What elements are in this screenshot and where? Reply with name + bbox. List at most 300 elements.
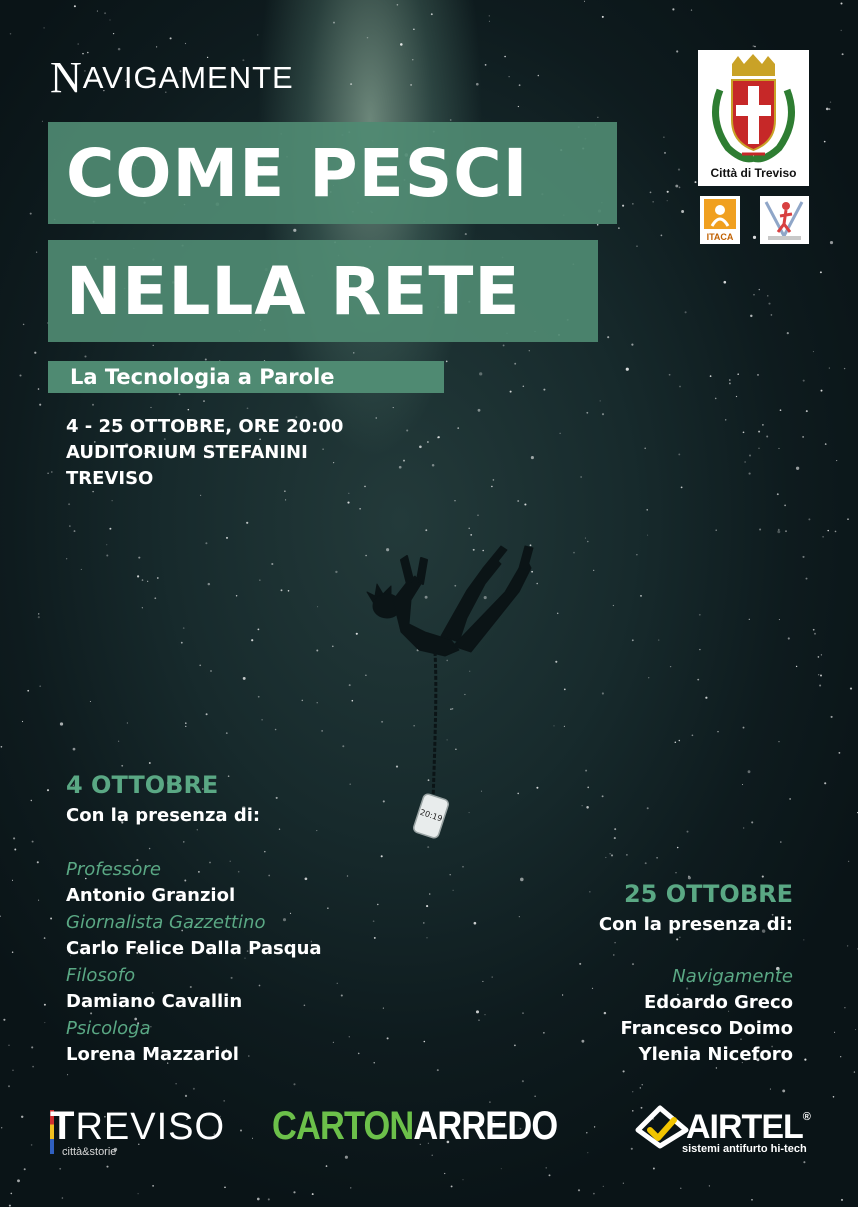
star bbox=[259, 580, 260, 581]
star bbox=[374, 1062, 375, 1063]
navigamente-logo bbox=[50, 52, 294, 103]
airtel-registered-mark: ® bbox=[802, 1111, 810, 1123]
star bbox=[425, 529, 427, 531]
star bbox=[679, 187, 681, 189]
star bbox=[788, 637, 790, 639]
day2-date: 25 OTTOBRE bbox=[623, 880, 793, 908]
star bbox=[10, 33, 12, 35]
star bbox=[121, 765, 123, 767]
star bbox=[345, 1156, 348, 1159]
star bbox=[332, 645, 334, 647]
star bbox=[353, 352, 354, 353]
event-city: TREVISO bbox=[66, 468, 154, 489]
star bbox=[840, 2, 842, 4]
star bbox=[758, 431, 760, 433]
star bbox=[681, 210, 684, 213]
star bbox=[257, 1198, 260, 1201]
star bbox=[822, 536, 824, 538]
crest-caption: Città di Treviso bbox=[710, 166, 797, 180]
star bbox=[780, 409, 782, 411]
star bbox=[593, 1193, 595, 1195]
star bbox=[90, 1012, 92, 1014]
star bbox=[710, 375, 712, 377]
star bbox=[841, 1199, 843, 1201]
star bbox=[753, 294, 755, 296]
star bbox=[31, 1144, 33, 1146]
star bbox=[350, 83, 352, 85]
star bbox=[831, 716, 833, 718]
star bbox=[509, 76, 510, 77]
star bbox=[757, 374, 759, 376]
star bbox=[209, 862, 211, 864]
star bbox=[855, 1029, 856, 1030]
star bbox=[347, 502, 349, 504]
star bbox=[12, 952, 13, 953]
star bbox=[675, 872, 676, 873]
star bbox=[680, 1188, 681, 1189]
star bbox=[252, 1138, 253, 1139]
star bbox=[68, 503, 70, 505]
star bbox=[804, 1059, 806, 1061]
star bbox=[543, 389, 545, 391]
star bbox=[835, 531, 837, 533]
star bbox=[393, 407, 394, 408]
star bbox=[275, 729, 277, 731]
star bbox=[830, 241, 833, 244]
star bbox=[644, 448, 646, 450]
star bbox=[560, 433, 561, 434]
day1-name-4: Lorena Mazzariol bbox=[66, 1044, 239, 1065]
star bbox=[38, 388, 40, 390]
star bbox=[715, 529, 716, 530]
star bbox=[724, 281, 727, 284]
star bbox=[686, 987, 688, 989]
star bbox=[820, 675, 822, 677]
star bbox=[293, 229, 296, 232]
star bbox=[510, 391, 512, 393]
star bbox=[17, 1179, 20, 1182]
star bbox=[586, 806, 589, 809]
star bbox=[258, 696, 260, 698]
star bbox=[670, 666, 671, 667]
star bbox=[600, 400, 601, 401]
star bbox=[743, 431, 745, 433]
star bbox=[640, 595, 642, 597]
star bbox=[321, 730, 323, 732]
star bbox=[304, 1005, 306, 1007]
star bbox=[44, 937, 46, 939]
star bbox=[557, 613, 558, 614]
progetto-giovani-icon bbox=[760, 196, 809, 244]
star bbox=[842, 53, 844, 55]
star bbox=[188, 409, 190, 411]
star bbox=[39, 404, 41, 406]
star bbox=[841, 30, 842, 31]
star bbox=[517, 500, 519, 502]
star bbox=[826, 108, 829, 111]
cartonarredo-logo bbox=[272, 1104, 557, 1149]
star bbox=[820, 271, 822, 273]
star bbox=[705, 697, 707, 699]
star bbox=[153, 345, 154, 346]
star bbox=[138, 557, 140, 559]
star bbox=[21, 1116, 23, 1118]
star bbox=[90, 701, 91, 702]
star bbox=[695, 181, 697, 183]
star bbox=[423, 1041, 425, 1043]
star bbox=[729, 382, 731, 384]
star bbox=[150, 407, 151, 408]
star bbox=[818, 656, 820, 658]
star bbox=[333, 22, 335, 24]
star bbox=[584, 1, 585, 2]
star bbox=[279, 828, 280, 829]
falling-figure-illustration bbox=[355, 540, 545, 850]
star bbox=[586, 412, 588, 414]
star bbox=[112, 500, 113, 501]
star bbox=[602, 413, 604, 415]
star bbox=[444, 1173, 445, 1174]
star bbox=[758, 448, 759, 449]
star bbox=[729, 379, 731, 381]
star bbox=[288, 590, 290, 592]
star bbox=[813, 629, 815, 631]
star bbox=[367, 37, 368, 38]
star bbox=[193, 1088, 195, 1090]
star bbox=[632, 1091, 633, 1092]
star bbox=[623, 1183, 624, 1184]
star bbox=[549, 1174, 551, 1176]
star bbox=[251, 639, 253, 641]
star bbox=[716, 1067, 717, 1068]
star bbox=[271, 563, 273, 565]
treviso-text: REVISO bbox=[75, 1106, 226, 1148]
star bbox=[337, 983, 338, 984]
star bbox=[663, 136, 664, 137]
star bbox=[413, 28, 415, 30]
star bbox=[748, 770, 751, 773]
star bbox=[104, 12, 106, 14]
star bbox=[587, 787, 589, 789]
star bbox=[691, 9, 692, 10]
star bbox=[779, 619, 780, 620]
logo-initial: N bbox=[50, 53, 83, 102]
star bbox=[751, 821, 753, 823]
star bbox=[778, 448, 779, 449]
star bbox=[587, 541, 589, 543]
star bbox=[667, 200, 668, 201]
star bbox=[482, 981, 483, 982]
star bbox=[185, 722, 187, 724]
star bbox=[183, 841, 184, 842]
star bbox=[36, 252, 37, 253]
star bbox=[489, 21, 490, 22]
star bbox=[38, 613, 39, 614]
star bbox=[205, 542, 207, 544]
star bbox=[650, 192, 652, 194]
star bbox=[106, 1166, 108, 1168]
star bbox=[802, 556, 804, 558]
star bbox=[762, 876, 764, 878]
star bbox=[647, 807, 649, 809]
star bbox=[676, 938, 678, 940]
star bbox=[44, 1004, 46, 1006]
star bbox=[387, 1037, 389, 1039]
star bbox=[777, 530, 780, 533]
star bbox=[59, 1168, 61, 1170]
star bbox=[74, 5, 76, 7]
star bbox=[618, 227, 620, 229]
star bbox=[664, 152, 666, 154]
star bbox=[281, 589, 283, 591]
star bbox=[446, 361, 448, 363]
star bbox=[825, 443, 827, 445]
star bbox=[142, 607, 143, 608]
star bbox=[206, 713, 208, 715]
star bbox=[268, 875, 270, 877]
star bbox=[478, 1019, 480, 1021]
star bbox=[632, 203, 633, 204]
star bbox=[106, 554, 108, 556]
star bbox=[109, 528, 111, 530]
star bbox=[585, 770, 587, 772]
star bbox=[759, 528, 761, 530]
star bbox=[412, 59, 413, 60]
star bbox=[77, 43, 79, 45]
itaca-icon bbox=[700, 196, 740, 244]
star bbox=[678, 169, 680, 171]
arredo-text: ARREDO bbox=[413, 1104, 558, 1148]
day1-role-4: Psicologa bbox=[66, 1018, 151, 1039]
star bbox=[669, 374, 671, 376]
star bbox=[626, 368, 629, 371]
star bbox=[457, 427, 459, 429]
star bbox=[578, 1189, 580, 1191]
star bbox=[477, 515, 478, 516]
star bbox=[675, 742, 677, 744]
star bbox=[22, 721, 23, 722]
star bbox=[208, 583, 210, 585]
star bbox=[614, 828, 616, 830]
star bbox=[661, 235, 663, 237]
star bbox=[821, 654, 822, 655]
day1-name-3: Damiano Cavallin bbox=[66, 991, 243, 1012]
star bbox=[230, 861, 231, 862]
star bbox=[74, 530, 76, 532]
star bbox=[185, 1095, 187, 1097]
star bbox=[579, 963, 581, 965]
star bbox=[465, 233, 467, 235]
star bbox=[12, 880, 13, 881]
star bbox=[50, 918, 52, 920]
star bbox=[787, 332, 789, 334]
star bbox=[450, 119, 452, 121]
star bbox=[410, 84, 412, 86]
star bbox=[803, 1161, 805, 1163]
star bbox=[43, 27, 44, 28]
star bbox=[613, 605, 614, 606]
star bbox=[631, 344, 633, 346]
star bbox=[658, 639, 659, 640]
star bbox=[676, 50, 678, 52]
star bbox=[476, 1010, 479, 1013]
star bbox=[501, 1168, 502, 1169]
star bbox=[667, 191, 669, 193]
star bbox=[824, 782, 826, 784]
star bbox=[768, 303, 770, 305]
star bbox=[276, 797, 278, 799]
star bbox=[326, 1165, 328, 1167]
star bbox=[479, 372, 482, 375]
star bbox=[181, 642, 183, 644]
star bbox=[614, 942, 616, 944]
star bbox=[642, 1084, 643, 1085]
star bbox=[381, 855, 383, 857]
star bbox=[383, 1008, 384, 1009]
star bbox=[697, 679, 699, 681]
star bbox=[427, 441, 429, 443]
star bbox=[9, 1205, 11, 1207]
star bbox=[770, 1089, 771, 1090]
star bbox=[175, 1083, 176, 1084]
star bbox=[118, 48, 121, 51]
day2-name-3: Ylenia Niceforo bbox=[638, 1044, 793, 1065]
star bbox=[470, 534, 472, 536]
star bbox=[359, 508, 361, 510]
star bbox=[594, 1126, 595, 1127]
star bbox=[771, 314, 773, 316]
event-venue: AUDITORIUM STEFANINI bbox=[66, 442, 308, 463]
star bbox=[149, 848, 151, 850]
star bbox=[51, 471, 53, 473]
star bbox=[640, 1087, 641, 1088]
star bbox=[224, 1186, 226, 1188]
star bbox=[535, 1096, 536, 1097]
star bbox=[653, 201, 654, 202]
star bbox=[419, 445, 422, 448]
subtitle: La Tecnologia a Parole bbox=[70, 365, 335, 389]
star bbox=[587, 1152, 588, 1153]
star bbox=[223, 1100, 225, 1102]
star bbox=[685, 311, 687, 313]
airtel-logo bbox=[686, 1108, 810, 1147]
star bbox=[1, 1127, 2, 1128]
star bbox=[290, 913, 291, 914]
star bbox=[341, 994, 343, 996]
star bbox=[725, 419, 726, 420]
star bbox=[157, 577, 159, 579]
star bbox=[636, 246, 637, 247]
star bbox=[118, 741, 119, 742]
star bbox=[824, 141, 826, 143]
star bbox=[432, 1155, 433, 1156]
carton-text: CARTON bbox=[272, 1104, 414, 1148]
star bbox=[170, 37, 172, 39]
star bbox=[586, 1132, 587, 1133]
star bbox=[829, 368, 830, 369]
star bbox=[19, 374, 21, 376]
star bbox=[203, 400, 204, 401]
star bbox=[348, 493, 349, 494]
title-line-1: COME PESCI bbox=[66, 135, 529, 212]
star bbox=[573, 552, 575, 554]
day1-date: 4 OTTOBRE bbox=[66, 771, 219, 799]
smartphone-icon bbox=[412, 793, 449, 839]
star bbox=[647, 535, 648, 536]
star bbox=[185, 726, 186, 727]
star bbox=[31, 800, 32, 801]
star bbox=[585, 538, 586, 539]
star bbox=[184, 880, 186, 882]
star bbox=[749, 454, 751, 456]
star bbox=[84, 355, 86, 357]
star bbox=[582, 805, 583, 806]
star bbox=[316, 830, 317, 831]
star bbox=[113, 33, 114, 34]
star bbox=[426, 905, 428, 907]
star bbox=[715, 398, 717, 400]
star bbox=[833, 1096, 835, 1098]
star bbox=[803, 380, 805, 382]
star bbox=[333, 1042, 334, 1043]
star bbox=[462, 866, 464, 868]
star bbox=[454, 500, 455, 501]
day1-role-1: Professore bbox=[66, 859, 161, 880]
star bbox=[653, 1168, 655, 1170]
day1-presence: Con la presenza di: bbox=[66, 805, 261, 826]
star bbox=[602, 692, 604, 694]
airtel-tagline: sistemi antifurto hi-tech bbox=[682, 1143, 807, 1155]
star bbox=[784, 505, 786, 507]
star bbox=[838, 752, 840, 754]
star bbox=[626, 854, 628, 856]
star bbox=[429, 893, 431, 895]
star bbox=[803, 939, 804, 940]
day2-role: Navigamente bbox=[672, 966, 793, 987]
star bbox=[8, 1085, 10, 1087]
star bbox=[848, 861, 849, 862]
star bbox=[138, 1193, 139, 1194]
star bbox=[753, 45, 755, 47]
star bbox=[780, 841, 782, 843]
star bbox=[777, 493, 779, 495]
star bbox=[524, 503, 526, 505]
phone-clock: 20:19 bbox=[418, 807, 444, 824]
star bbox=[34, 352, 36, 354]
star bbox=[827, 530, 828, 531]
star bbox=[236, 595, 237, 596]
star bbox=[152, 1185, 154, 1187]
star bbox=[47, 789, 49, 791]
star bbox=[656, 857, 658, 859]
star bbox=[632, 639, 634, 641]
star bbox=[259, 985, 261, 987]
star bbox=[678, 453, 680, 455]
star bbox=[352, 700, 354, 702]
star bbox=[699, 649, 700, 650]
star bbox=[592, 988, 593, 989]
star bbox=[231, 977, 233, 979]
event-dates-time: 4 - 25 OTTOBRE, ORE 20:00 bbox=[66, 416, 344, 437]
star bbox=[607, 336, 609, 338]
star bbox=[69, 526, 70, 527]
star bbox=[73, 748, 76, 751]
star bbox=[597, 117, 598, 118]
title-line-2: NELLA RETE bbox=[66, 253, 521, 330]
star bbox=[802, 436, 804, 438]
star bbox=[796, 666, 797, 667]
star bbox=[106, 544, 107, 545]
